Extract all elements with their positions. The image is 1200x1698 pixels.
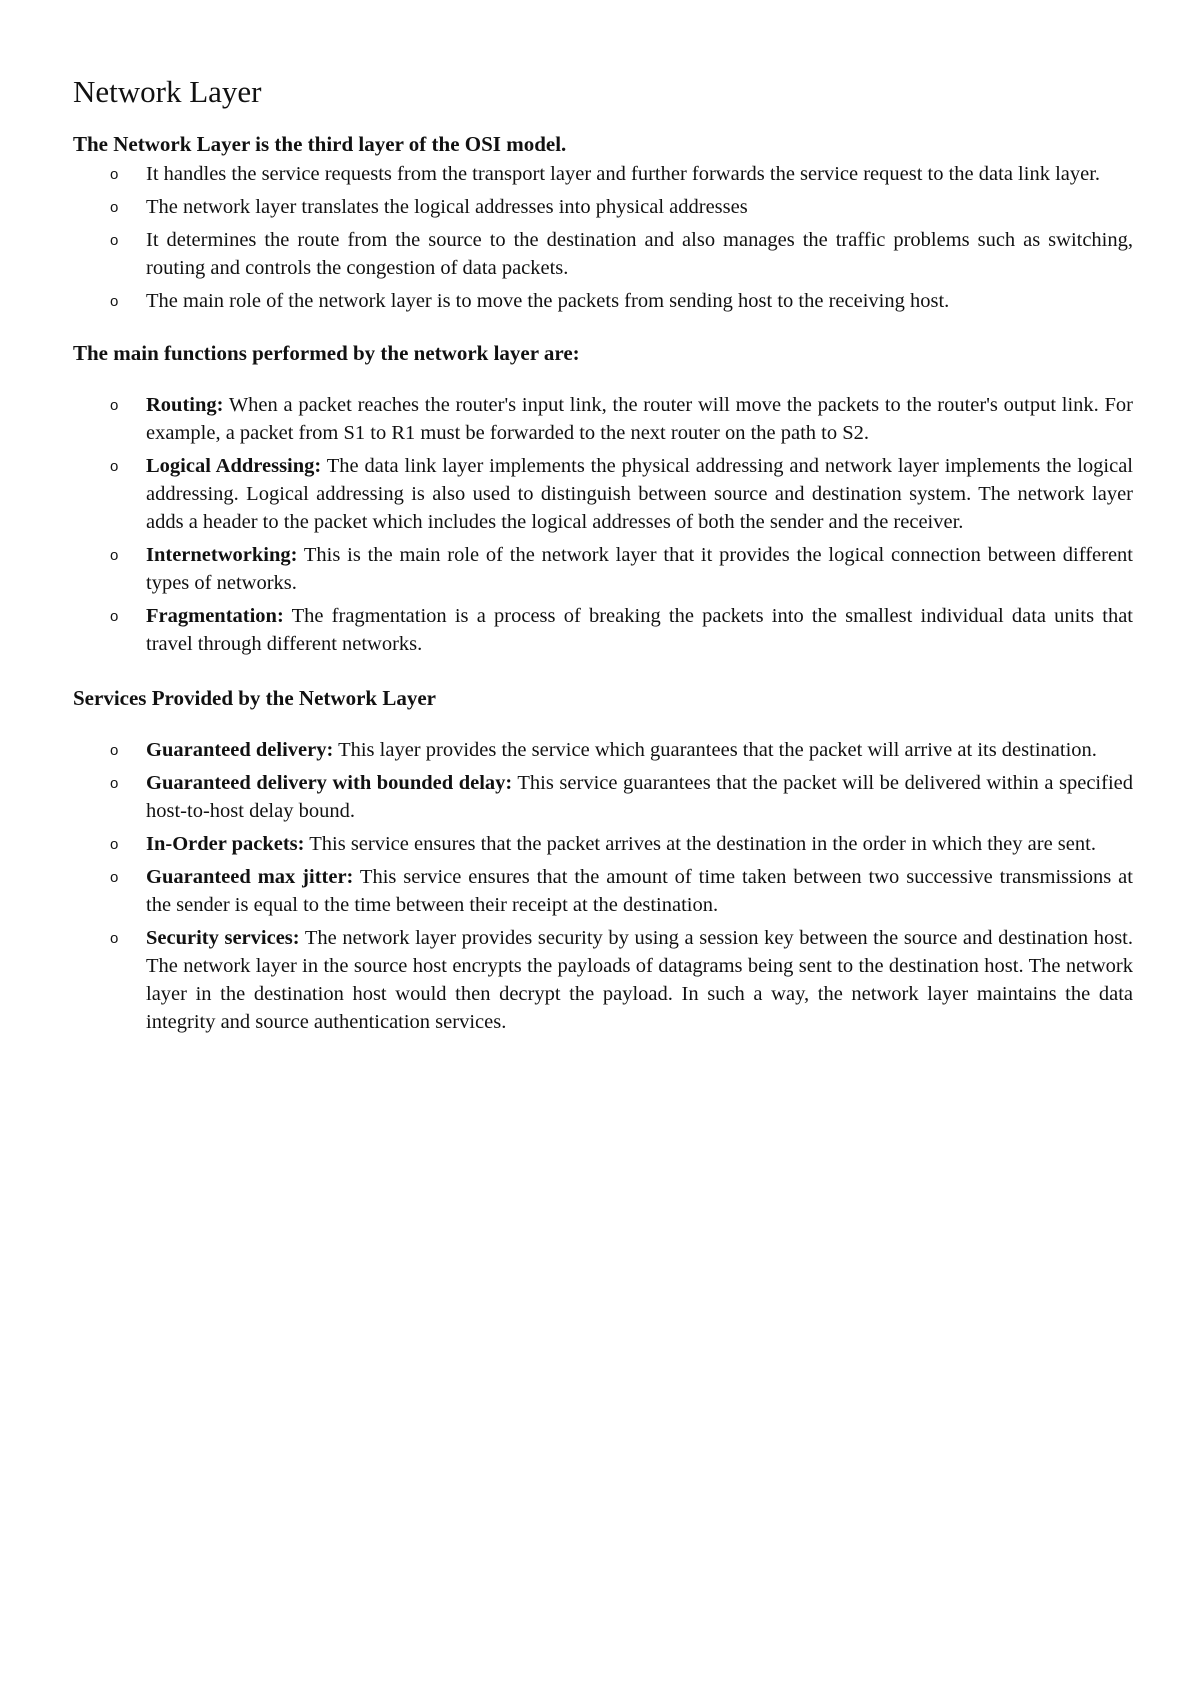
item-term: Security services: — [146, 927, 300, 949]
item-description: The data link layer implements the physical addressing and network layer implements the logical addressing. Logical addressing is also used to distinguish between source and destination system. The network layer adds a header to the packet which includes the logical addresses of both the sender and the receiver. — [146, 455, 1133, 533]
list-item-text: The main role of the network layer is to move the packets from sending host to the receiving host. — [146, 290, 950, 312]
list-item — [73, 287, 1133, 315]
bullet-icon: o — [110, 869, 119, 886]
page-title: Network Layer — [73, 74, 262, 109]
intro-list — [73, 160, 1133, 315]
bullet-icon: o — [110, 547, 119, 564]
list-item — [73, 391, 1133, 447]
list-item — [73, 193, 1133, 221]
intro-heading: The Network Layer is the third layer of the OSI model. — [73, 132, 567, 156]
list-item — [73, 924, 1133, 1036]
item-term: Guaranteed delivery: — [146, 739, 334, 761]
item-description: This service ensures that the packet arrives at the destination in the order in which they are sent. — [304, 833, 1096, 855]
bullet-icon: o — [110, 458, 119, 475]
list-item — [73, 769, 1133, 825]
bullet-icon: o — [110, 608, 119, 625]
bullet-icon: o — [110, 775, 119, 792]
item-description: The fragmentation is a process of breaking the packets into the smallest individual data units that travel through different networks. — [146, 605, 1133, 655]
list-item-text: The network layer translates the logical addresses into physical addresses — [146, 196, 748, 218]
item-term: Internetworking: — [146, 544, 298, 566]
item-term: Guaranteed max jitter: — [146, 866, 354, 888]
list-item — [73, 736, 1133, 764]
bullet-icon: o — [110, 397, 119, 414]
item-description: When a packet reaches the router's input link, the router will move the packets to the router's output link. For example, a packet from S1 to R1 must be forwarded to the next router on the path to S2. — [146, 394, 1133, 444]
list-item — [73, 541, 1133, 597]
bullet-icon: o — [110, 742, 119, 759]
item-description: This is the main role of the network layer that it provides the logical connection between different types of networks. — [146, 544, 1133, 594]
list-item — [73, 160, 1133, 188]
functions-list — [73, 391, 1133, 658]
bullet-icon: o — [110, 232, 119, 249]
bullet-icon: o — [110, 293, 119, 310]
list-item — [73, 226, 1133, 282]
item-term: In-Order packets: — [146, 833, 305, 855]
bullet-icon: o — [110, 166, 119, 183]
item-term: Routing: — [146, 394, 224, 416]
list-item-text: It handles the service requests from the transport layer and further forwards the service request to the data link layer. — [146, 163, 1101, 185]
item-term: Logical Addressing: — [146, 455, 322, 477]
item-description: This service ensures that the amount of time taken between two successive transmissions at the sender is equal to the time between their receipt at the destination. — [146, 866, 1133, 916]
bullet-icon: o — [110, 930, 119, 947]
bullet-icon: o — [110, 836, 119, 853]
services-heading: Services Provided by the Network Layer — [73, 686, 436, 710]
item-description: This layer provides the service which guarantees that the packet will arrive at its destination. — [333, 739, 1097, 761]
item-description: This service guarantees that the packet will be delivered within a specified host-to-host delay bound. — [146, 772, 1133, 822]
list-item — [73, 602, 1133, 658]
list-item-text: It determines the route from the source to the destination and also manages the traffic problems such as switching, routing and controls the congestion of data packets. — [146, 229, 1133, 279]
item-term: Guaranteed delivery with bounded delay: — [146, 772, 513, 794]
item-description: The network layer provides security by using a session key between the source and destination host. The network layer in the source host encrypts the payloads of datagrams being sent to the destination host. The network layer in the destination host would then decrypt the payload. In such a way, the network layer maintains the data integrity and source authentication services. — [146, 927, 1134, 1033]
item-term: Fragmentation: — [146, 605, 284, 627]
services-list — [73, 736, 1133, 1036]
functions-heading: The main functions performed by the network layer are: — [73, 341, 580, 365]
list-item — [73, 452, 1133, 536]
list-item — [73, 830, 1133, 858]
list-item — [73, 863, 1133, 919]
bullet-icon: o — [110, 199, 119, 216]
